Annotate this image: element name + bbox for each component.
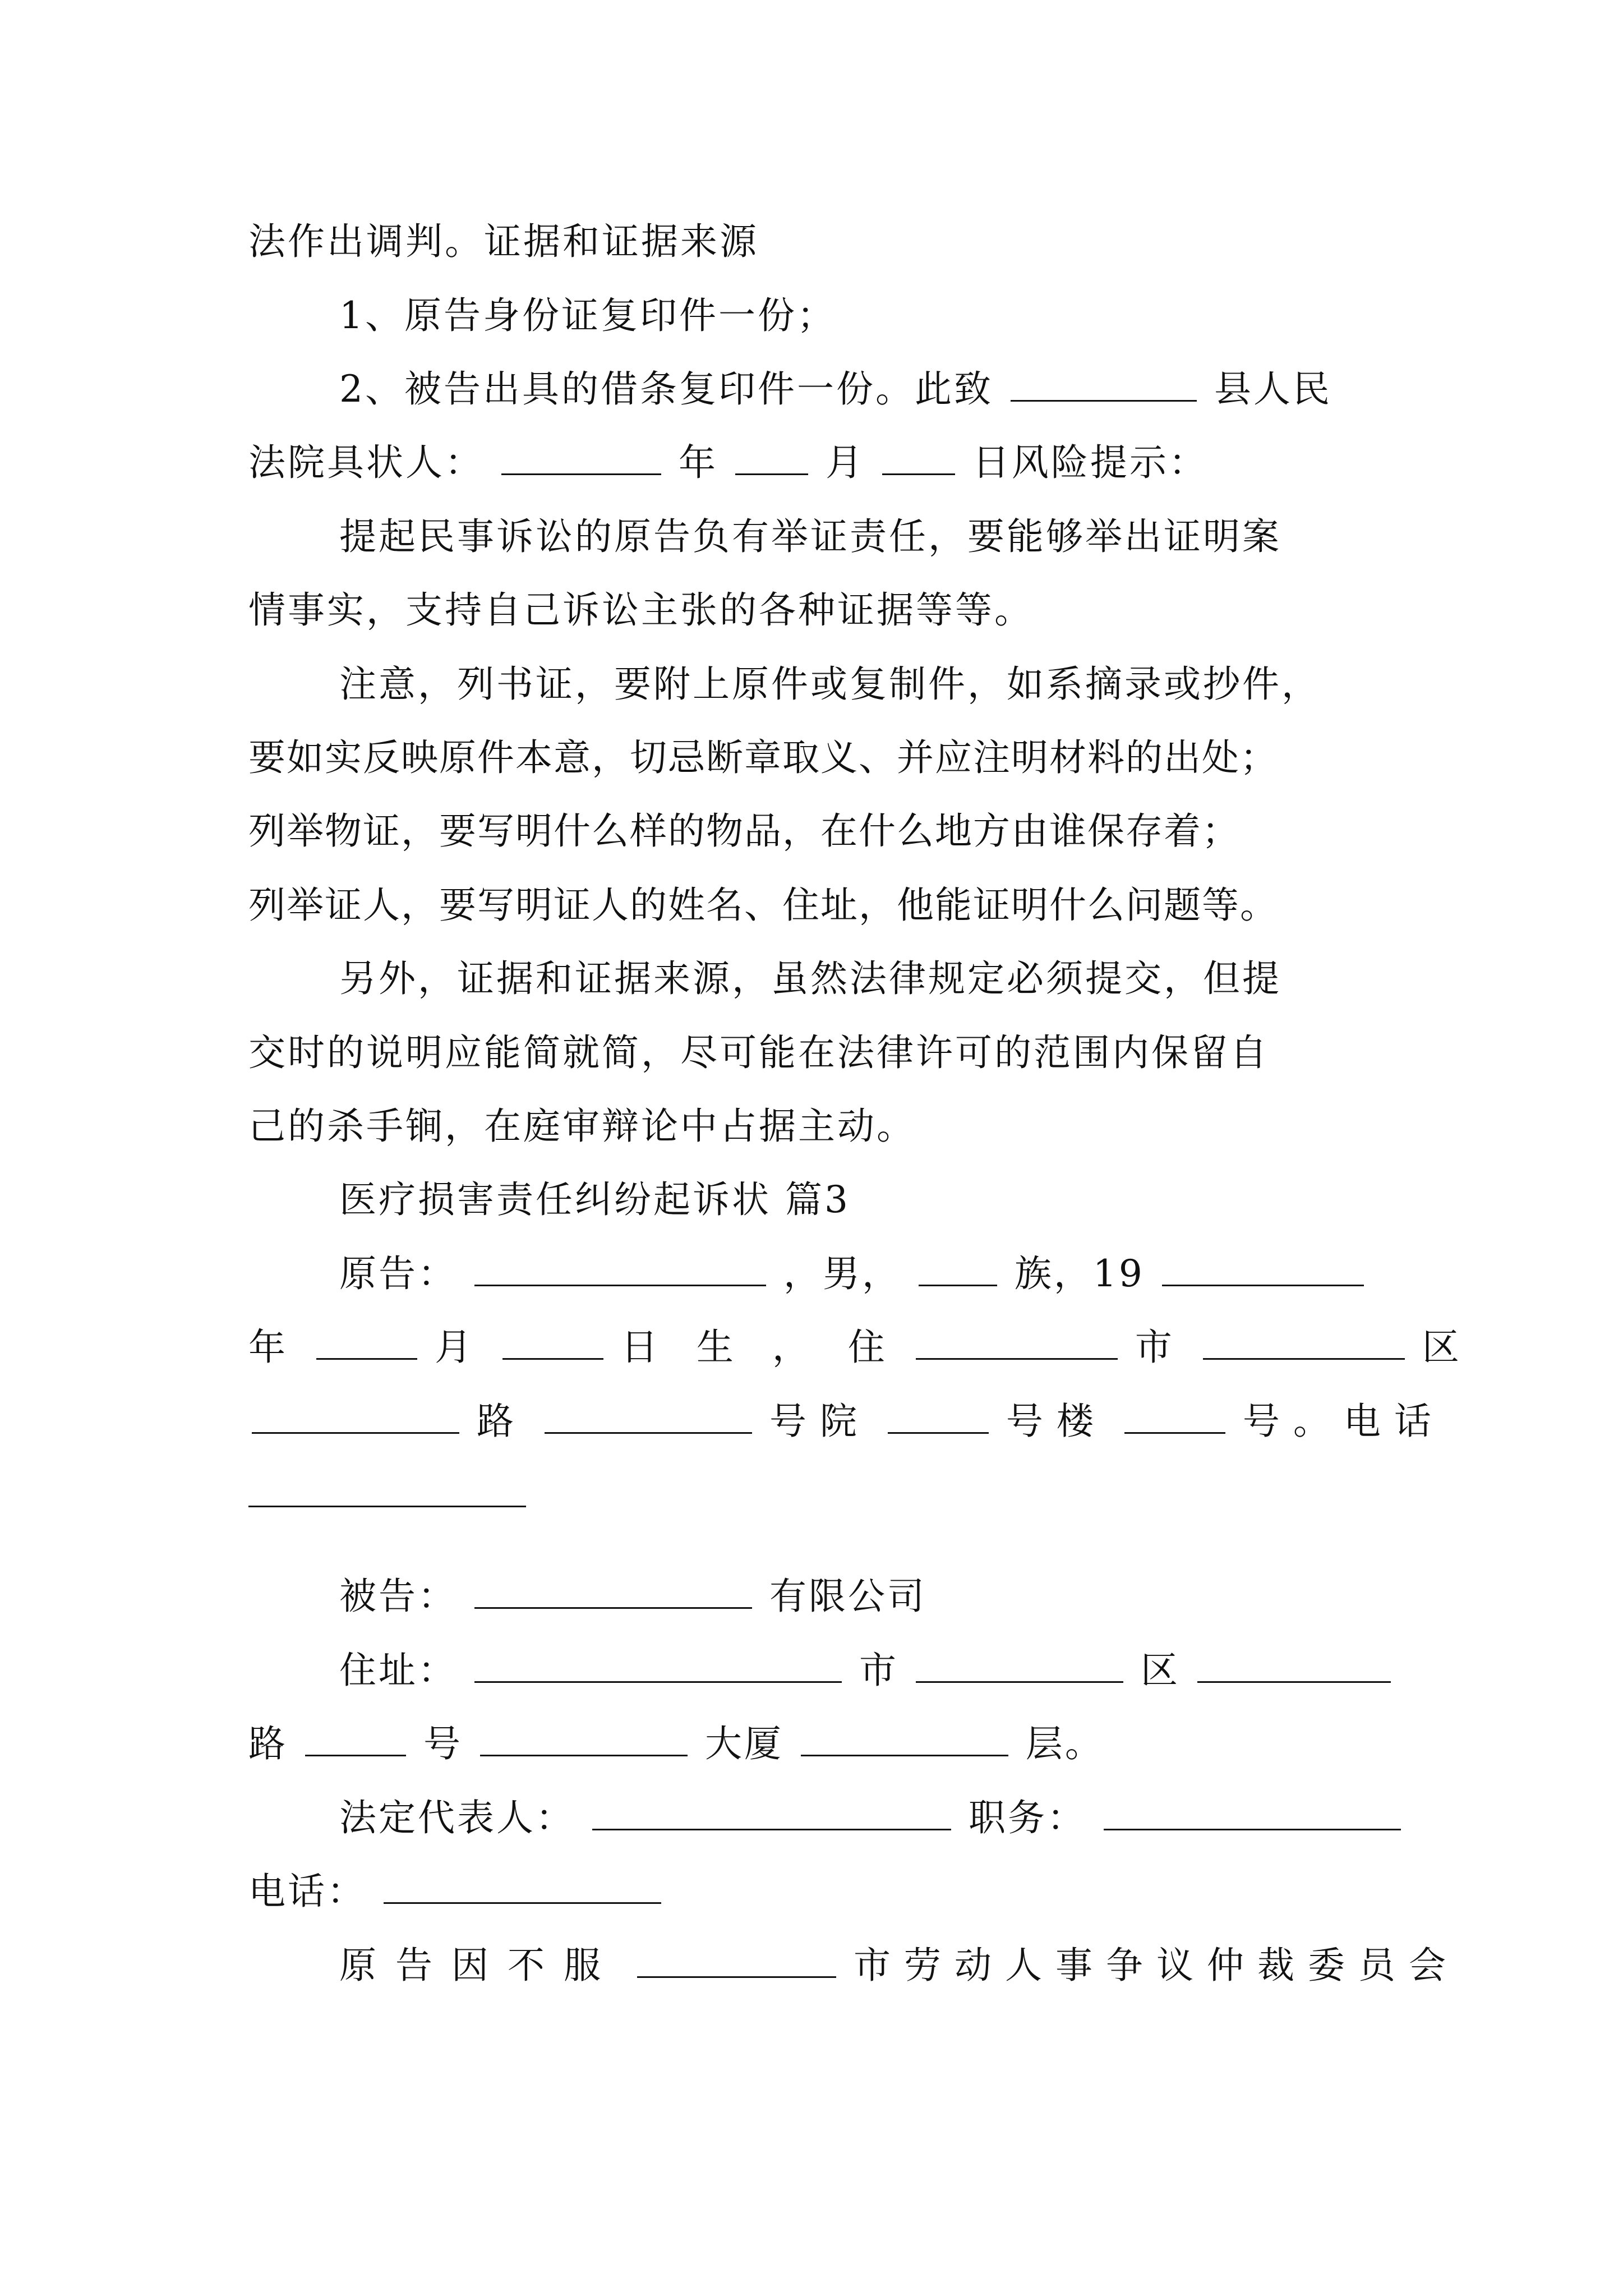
evidence-item-2 (339, 362, 1332, 416)
defendant-rep-line (339, 1791, 1404, 1845)
fill-blank-defendant-name[interactable] (474, 1573, 752, 1609)
text: 有限公司 (769, 1575, 926, 1618)
text: 列举证人，要写明证人的姓名、住址，他能证明什么问题等。 (248, 884, 1278, 927)
text: 市 (1135, 1326, 1186, 1369)
fill-blank-duty[interactable] (1104, 1795, 1401, 1830)
fill-blank-plaintiff-name[interactable] (474, 1251, 766, 1286)
text: 区 (1422, 1326, 1461, 1369)
text: 另外，证据和证据来源，虽然法律规定必须提交，但提 (339, 957, 1281, 1000)
text: 大厦 (704, 1722, 783, 1765)
paragraph-line (339, 952, 1281, 1006)
plaintiff-line-1 (339, 1247, 1367, 1301)
text: 原告因不服 (339, 1944, 620, 1987)
fill-blank-defendant-district[interactable] (1197, 1648, 1391, 1683)
fill-blank-birth-month[interactable] (316, 1324, 417, 1360)
text: 交时的说明应能简就简，尽可能在法律许可的范围内保留自 (248, 1031, 1269, 1074)
fill-blank-district[interactable] (1203, 1324, 1405, 1360)
paragraph-line (248, 1099, 916, 1153)
text: 年 (678, 441, 718, 484)
fill-blank-ethnic[interactable] (919, 1251, 997, 1286)
text: 号楼 (1006, 1400, 1107, 1443)
text: 路 (476, 1400, 527, 1443)
text: 号 (423, 1722, 463, 1765)
text: 市劳动人事争议仲裁委员会 (853, 1944, 1459, 1987)
fill-blank-birth-year[interactable] (1162, 1251, 1364, 1286)
paragraph-line (248, 215, 759, 269)
text: 市 (859, 1649, 898, 1692)
text: 法院具状人： (248, 441, 484, 484)
fill-blank-courtyard[interactable] (545, 1398, 752, 1434)
text: 1、原告身份证复印件一份； (339, 294, 836, 337)
fill-blank-defendant-city[interactable] (916, 1648, 1123, 1683)
text: 法定代表人： (339, 1796, 575, 1839)
text: 住址： (339, 1649, 457, 1692)
fill-blank-defendant-phone[interactable] (384, 1869, 661, 1904)
text: 原告： (339, 1252, 457, 1295)
text: 县人民 (1214, 367, 1332, 411)
text: 层。 (1025, 1722, 1104, 1765)
text: 族，19 (1014, 1252, 1145, 1295)
paragraph-line (248, 804, 1240, 858)
fill-blank-birth-day[interactable] (502, 1324, 603, 1360)
plaintiff-line-2 (248, 1320, 1461, 1374)
fill-blank-court[interactable] (1011, 366, 1197, 402)
signature-line (248, 436, 1208, 490)
text: 被告： (339, 1575, 457, 1618)
text: 路 (248, 1722, 288, 1765)
fill-blank-defendant-number[interactable] (480, 1721, 688, 1756)
fill-blank-day[interactable] (882, 440, 955, 475)
text: 电话： (248, 1870, 366, 1913)
text: 提起民事诉讼的原告负有举证责任，要能够举出证明案 (339, 515, 1281, 558)
text: 日 生 ， 住 (620, 1326, 898, 1369)
fill-blank-month[interactable] (735, 440, 808, 475)
paragraph-line (339, 510, 1281, 564)
text: 日风险提示： (972, 441, 1208, 484)
paragraph-line (248, 1026, 1269, 1080)
text: 号院 (769, 1400, 870, 1443)
paragraph-line (339, 657, 1321, 711)
section-title (339, 1173, 850, 1227)
plaintiff-phone-line (248, 1468, 529, 1522)
defendant-phone-line (248, 1865, 665, 1918)
text: 号。电话 (1242, 1400, 1445, 1443)
fill-blank-number[interactable] (1124, 1398, 1225, 1434)
text: 注意，列书证，要附上原件或复制件，如系摘录或抄件， (339, 662, 1321, 706)
fill-blank-defendant-address[interactable] (474, 1648, 842, 1683)
text: 医疗损害责任纠纷起诉状 篇3 (339, 1178, 850, 1221)
evidence-item-1 (339, 289, 836, 343)
fill-blank-building[interactable] (888, 1398, 989, 1434)
fill-blank-plaintiff-phone[interactable] (248, 1472, 526, 1507)
text: 区 (1140, 1649, 1180, 1692)
text: 己的杀手锏，在庭审辩论中占据主动。 (248, 1105, 916, 1148)
paragraph-line (248, 583, 1034, 637)
text: 月 (825, 441, 865, 484)
fill-blank-signer[interactable] (501, 440, 661, 475)
paragraph-line (248, 878, 1278, 932)
defendant-address-line-1 (339, 1644, 1394, 1697)
defendant-line (339, 1570, 926, 1623)
plaintiff-line-3 (248, 1395, 1445, 1448)
fill-blank-defendant-mansion[interactable] (801, 1721, 1008, 1756)
text: 要如实反映原件本意，切忌断章取义、并应注明材料的出处； (248, 736, 1278, 779)
fill-blank-defendant-road[interactable] (305, 1721, 406, 1756)
text: 法作出调判。证据和证据来源 (248, 220, 759, 263)
text: 2、被告出具的借条复印件一份。此致 (339, 367, 993, 411)
fill-blank-city[interactable] (916, 1324, 1118, 1360)
text: 年 (248, 1326, 299, 1369)
text: 月 (434, 1326, 485, 1369)
text: 职务： (968, 1796, 1086, 1839)
fill-blank-legal-rep[interactable] (592, 1795, 951, 1830)
defendant-address-line-2 (248, 1717, 1104, 1771)
text: 列举物证，要写明什么样的物品，在什么地方由谁保存着； (248, 809, 1240, 853)
text: ，男， (783, 1252, 901, 1295)
fill-blank-road[interactable] (252, 1398, 459, 1434)
closing-line (339, 1939, 1459, 1993)
paragraph-line (248, 731, 1278, 785)
fill-blank-arbitration-city[interactable] (637, 1943, 836, 1978)
text: 情事实，支持自己诉讼主张的各种证据等等。 (248, 588, 1034, 632)
